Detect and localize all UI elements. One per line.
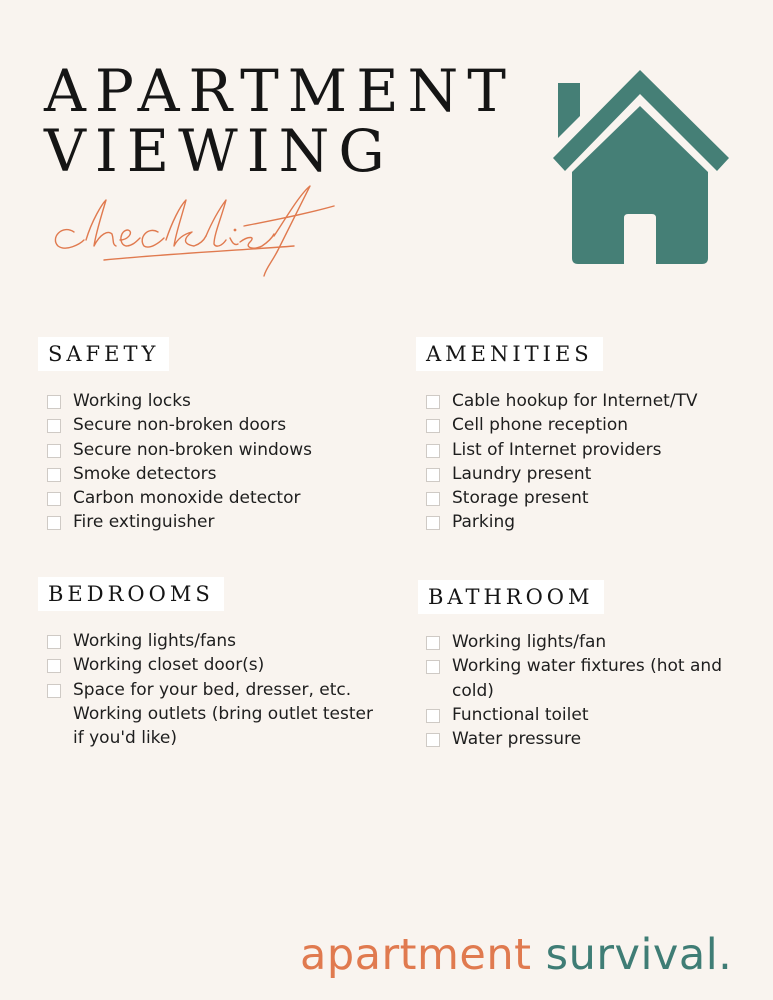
checkbox-icon[interactable]	[426, 636, 440, 650]
item-label: Fire extinguisher	[73, 512, 215, 533]
bathroom-list	[426, 630, 746, 751]
item-label: List of Internet providers	[452, 439, 662, 460]
list-item	[47, 438, 387, 462]
list-item	[426, 703, 746, 727]
item-label: Cell phone reception	[452, 415, 629, 436]
brand-logo	[300, 930, 732, 980]
checkbox-icon[interactable]	[47, 395, 61, 409]
amenities-list	[426, 389, 766, 535]
list-item	[426, 462, 766, 486]
list-item	[426, 510, 766, 534]
item-label: Functional toilet	[452, 704, 589, 725]
safety-list	[47, 389, 387, 535]
amenities-section	[416, 337, 698, 533]
item-label: Parking	[452, 512, 516, 533]
item-label: Secure non-broken doors	[73, 415, 287, 436]
bedrooms-section	[38, 577, 373, 749]
title-line-1: APARTMENT	[44, 57, 515, 125]
checkbox-icon[interactable]	[47, 684, 61, 698]
item-label: Working outlets (bring outlet tester if you'd like)	[73, 703, 373, 749]
checkbox-icon[interactable]	[426, 516, 440, 530]
checkbox-icon[interactable]	[47, 419, 61, 433]
item-label: Space for your bed, dresser, etc.	[73, 679, 352, 700]
checkbox-icon[interactable]	[426, 468, 440, 482]
brand-logo-part1: apartment	[300, 930, 532, 980]
title-line-2: VIEWING	[44, 117, 394, 185]
item-label: Cable hookup for Internet/TV	[452, 391, 698, 411]
checklist-script-heading	[44, 180, 344, 280]
checkbox-icon[interactable]	[426, 492, 440, 506]
item-label: Working water fixtures (hot and cold)	[452, 656, 722, 701]
checkbox-icon[interactable]	[47, 516, 61, 530]
checkbox-icon[interactable]	[426, 395, 440, 409]
checkbox-icon[interactable]	[47, 635, 61, 649]
brand-logo-part2: survival.	[545, 930, 733, 980]
bathroom-section	[418, 580, 722, 750]
checkbox-icon[interactable]	[47, 444, 61, 458]
checkbox-icon[interactable]	[47, 468, 61, 482]
checkbox-icon[interactable]	[426, 660, 440, 674]
list-item	[426, 389, 766, 413]
item-label: Working lights/fans	[73, 631, 237, 651]
safety-heading: SAFETY	[38, 337, 169, 371]
list-item	[47, 413, 387, 437]
checkbox-icon[interactable]	[426, 709, 440, 723]
list-item	[426, 654, 746, 703]
bedrooms-list	[47, 629, 387, 750]
amenities-heading: AMENITIES	[416, 337, 603, 371]
bedrooms-heading: BEDROOMS	[38, 577, 224, 611]
list-item	[47, 510, 387, 534]
list-item	[426, 630, 746, 654]
list-item	[426, 413, 766, 437]
checkbox-icon[interactable]	[426, 733, 440, 747]
item-label: Smoke detectors	[73, 463, 217, 484]
item-label: Working closet door(s)	[73, 655, 265, 676]
item-label: Water pressure	[452, 729, 582, 750]
checkbox-icon[interactable]	[426, 444, 440, 458]
item-label: Working lights/fan	[452, 632, 607, 652]
checkbox-icon[interactable]	[47, 659, 61, 673]
checkbox-icon[interactable]	[426, 419, 440, 433]
item-label: Laundry present	[452, 463, 592, 484]
list-item	[426, 438, 766, 462]
list-item	[47, 629, 387, 653]
item-label: Secure non-broken windows	[73, 439, 312, 460]
house-icon	[548, 68, 734, 264]
list-item	[47, 678, 387, 702]
list-item	[47, 702, 387, 751]
list-item	[47, 462, 387, 486]
list-item	[47, 389, 387, 413]
item-label: Working locks	[73, 391, 191, 411]
list-item	[426, 486, 766, 510]
checkbox-icon[interactable]	[47, 492, 61, 506]
list-item	[426, 727, 746, 751]
item-label: Carbon monoxide detector	[73, 488, 301, 509]
item-label: Storage present	[452, 488, 589, 509]
safety-section	[38, 337, 312, 533]
list-item	[47, 653, 387, 677]
bathroom-heading: BATHROOM	[418, 580, 604, 614]
list-item	[47, 486, 387, 510]
